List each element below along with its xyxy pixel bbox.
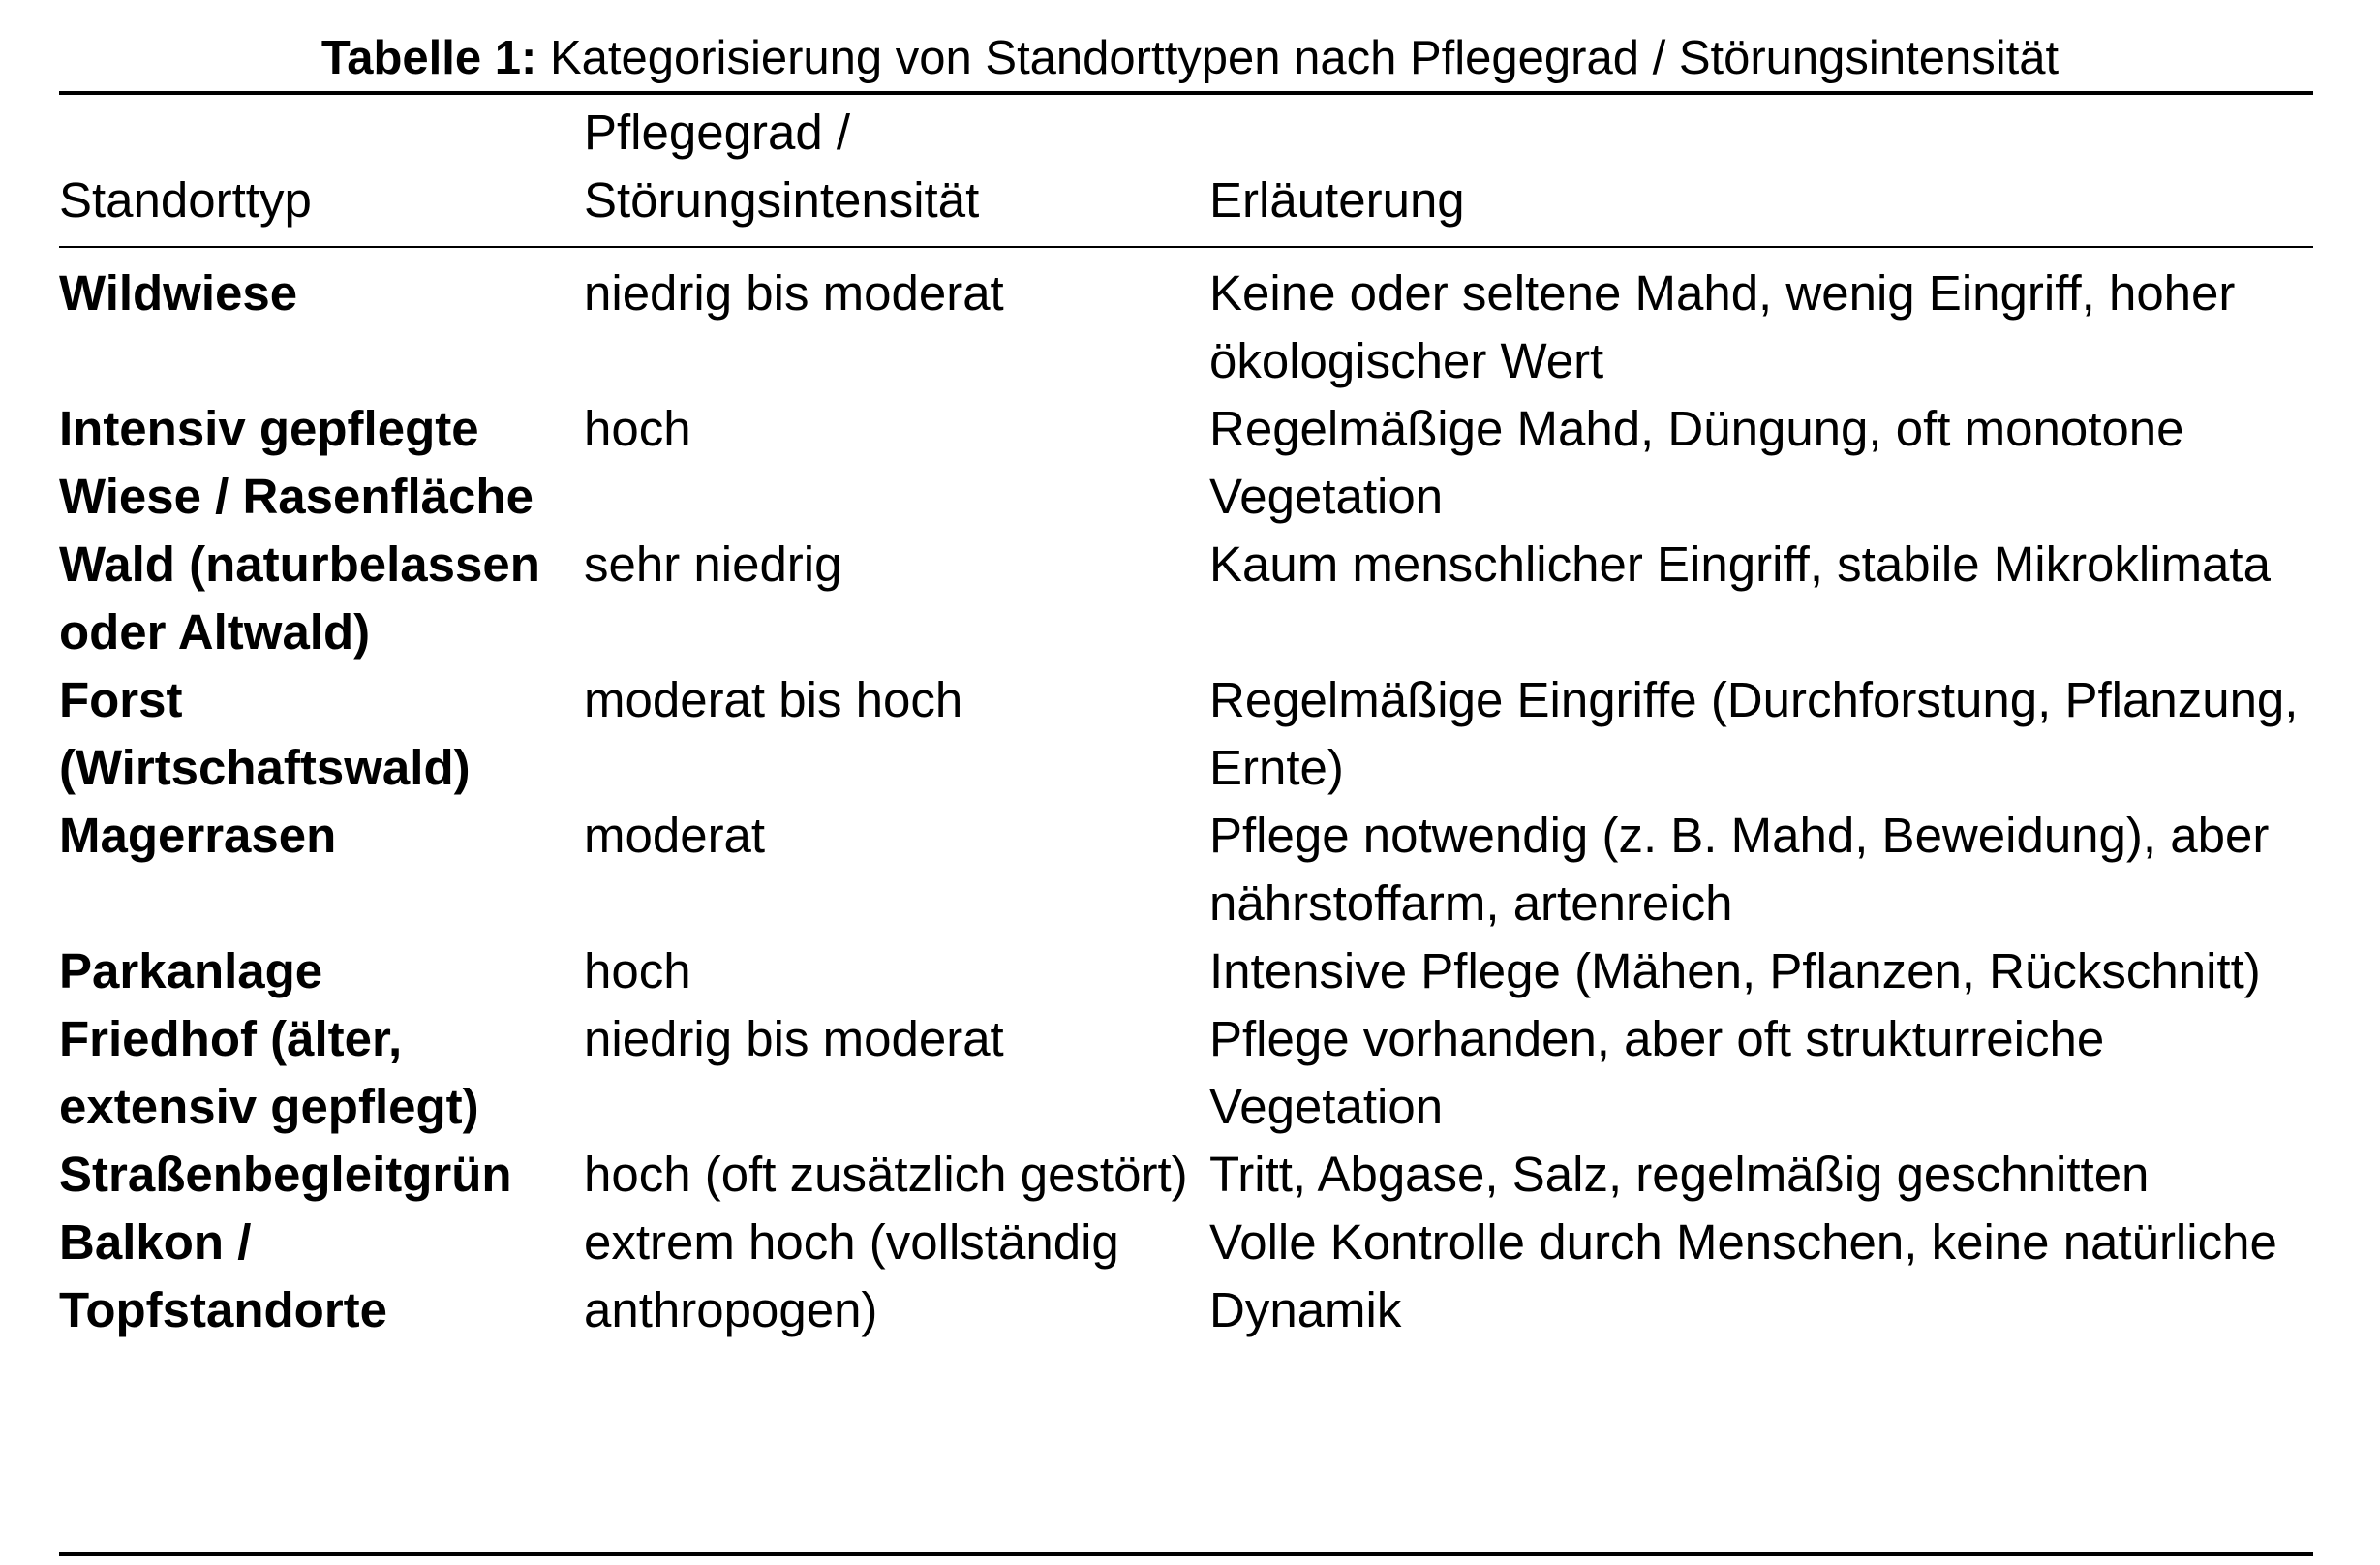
table-row [59, 531, 2344, 666]
cell-standorttyp: Wald (naturbelassen oder Altwald) [59, 537, 540, 660]
table-row [59, 1209, 2344, 1344]
cell-pflegegrad: niedrig bis moderat [584, 1011, 1004, 1066]
top-rule [59, 91, 2313, 95]
cell-erlaeuterung: Kaum menschlicher Eingriff, stabile Mikroklimata [1209, 537, 2271, 592]
cell-pflegegrad: hoch [584, 401, 691, 456]
cell-erlaeuterung: Volle Kontrolle durch Menschen, keine natürliche Dynamik [1209, 1214, 2277, 1337]
column-header-erlaeuterung: Erläuterung [1209, 172, 1465, 228]
cell-standorttyp: Balkon / Topfstandorte [59, 1214, 388, 1337]
table-caption [0, 27, 2380, 89]
cell-standorttyp: Parkanlage [59, 943, 323, 998]
cell-erlaeuterung: Regelmäßige Mahd, Düngung, oft monotone Vegetation [1209, 401, 2184, 524]
cell-erlaeuterung: Regelmäßige Eingriffe (Durchforstung, Pflanzung, Ernte) [1209, 672, 2299, 795]
table-row [59, 666, 2344, 802]
column-header-pflegegrad: Pflegegrad / Störungsintensität [584, 105, 980, 228]
data-table [59, 260, 2344, 1344]
table-row [59, 260, 2344, 395]
cell-pflegegrad: niedrig bis moderat [584, 265, 1004, 321]
cell-standorttyp: Magerrasen [59, 808, 337, 863]
column-header-standorttyp: Standorttyp [59, 172, 312, 228]
cell-pflegegrad: sehr niedrig [584, 537, 842, 592]
table-row [59, 395, 2344, 531]
cell-standorttyp: Friedhof (älter, extensiv gepflegt) [59, 1011, 479, 1134]
cell-pflegegrad: moderat [584, 808, 766, 863]
cell-erlaeuterung: Pflege notwendig (z. B. Mahd, Beweidung), aber nährstoffarm, artenreich [1209, 808, 2270, 931]
cell-standorttyp: Wildwiese [59, 265, 298, 321]
header-rule [59, 246, 2313, 248]
table-row [59, 1141, 2344, 1209]
table-row [59, 937, 2344, 1005]
cell-erlaeuterung: Keine oder seltene Mahd, wenig Eingriff, hoher ökologischer Wert [1209, 265, 2236, 388]
cell-pflegegrad: extrem hoch (vollständig anthropogen) [584, 1214, 1119, 1337]
cell-pflegegrad: hoch [584, 943, 691, 998]
caption-label: Tabelle 1: [320, 32, 537, 84]
table-row [59, 1005, 2344, 1141]
bottom-rule [59, 1552, 2313, 1556]
cell-standorttyp: Forst (Wirtschaftswald) [59, 672, 471, 795]
cell-erlaeuterung: Tritt, Abgase, Salz, regelmäßig geschnitten [1209, 1147, 2150, 1202]
cell-standorttyp: Intensiv gepflegte Wiese / Rasenfläche [59, 401, 534, 524]
cell-pflegegrad: hoch (oft zusätzlich gestört) [584, 1147, 1188, 1202]
cell-erlaeuterung: Pflege vorhanden, aber oft strukturreiche Vegetation [1209, 1011, 2105, 1134]
cell-standorttyp: Straßenbegleitgrün [59, 1147, 512, 1202]
cell-erlaeuterung: Intensive Pflege (Mähen, Pflanzen, Rückschnitt) [1209, 943, 2261, 998]
cell-pflegegrad: moderat bis hoch [584, 672, 963, 727]
table-row [59, 802, 2344, 937]
caption-text: Kategorisierung von Standorttypen nach Pflegegrad / Störungsintensität [549, 32, 2060, 84]
